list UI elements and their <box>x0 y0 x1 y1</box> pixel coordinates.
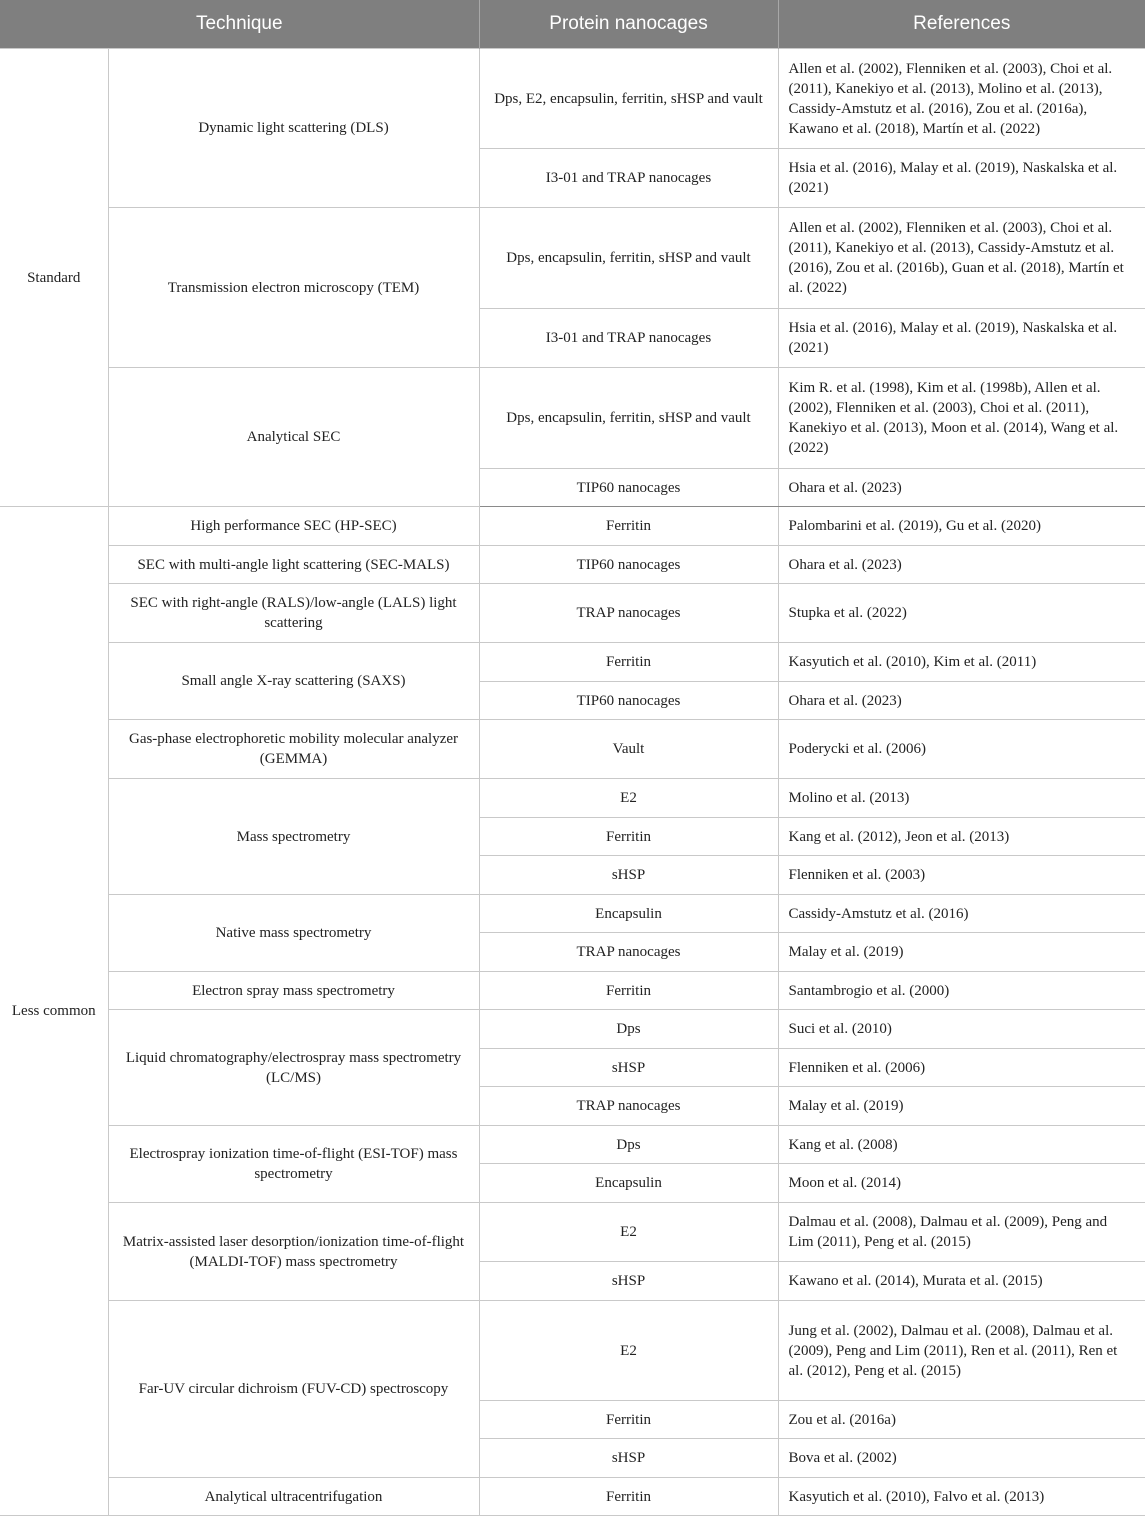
reference-cell: Malay et al. (2019) <box>778 933 1145 972</box>
reference-cell: Kang et al. (2012), Jeon et al. (2013) <box>778 818 1145 856</box>
nanocage-cell: sHSP <box>479 1439 778 1478</box>
reference-cell: Palombarini et al. (2019), Gu et al. (2020) <box>778 507 1145 546</box>
technique-cell: Transmission electron microscopy (TEM) <box>108 208 479 368</box>
nanocage-cell: TRAP nanocages <box>479 584 778 643</box>
table-row <box>0 49 1145 149</box>
nanocage-cell: I3-01 and TRAP nanocages <box>479 149 778 208</box>
technique-cell: Small angle X-ray scattering (SAXS) <box>108 643 479 720</box>
reference-cell: Dalmau et al. (2008), Dalmau et al. (2009), Peng and Lim (2011), Peng et al. (2015) <box>778 1203 1145 1262</box>
technique-cell: Matrix-assisted laser desorption/ionization time-of-flight (MALDI-TOF) mass spectrometry <box>108 1203 479 1301</box>
nanocage-cell: I3-01 and TRAP nanocages <box>479 309 778 368</box>
nanocage-cell: E2 <box>479 1301 778 1401</box>
reference-cell: Bova et al. (2002) <box>778 1439 1145 1478</box>
table-row <box>0 584 1145 643</box>
reference-cell: Kang et al. (2008) <box>778 1126 1145 1164</box>
reference-cell: Malay et al. (2019) <box>778 1087 1145 1126</box>
category-cell: Less common <box>0 507 108 1516</box>
technique-cell: Far-UV circular dichroism (FUV-CD) spectroscopy <box>108 1301 479 1478</box>
reference-cell: Kasyutich et al. (2010), Falvo et al. (2013) <box>778 1478 1145 1516</box>
nanocage-cell: Ferritin <box>479 1401 778 1439</box>
nanocage-cell: Dps, E2, encapsulin, ferritin, sHSP and vault <box>479 49 778 149</box>
reference-cell: Kim R. et al. (1998), Kim et al. (1998b), Allen et al. (2002), Flenniken et al. (2003), Choi et al. (2011), Kanekiyo et al. (2013), Moon et al. (2014), Wang et al. (2022) <box>778 368 1145 469</box>
reference-cell: Allen et al. (2002), Flenniken et al. (2003), Choi et al. (2011), Kanekiyo et al. (2013), Molino et al. (2013), Cassidy-Amstutz et al. (2016), Zou et al. (2016a), Kawano et al. (2018), Martín et al. (2022) <box>778 49 1145 149</box>
technique-cell: SEC with right-angle (RALS)/low-angle (LALS) light scattering <box>108 584 479 643</box>
nanocage-cell: Ferritin <box>479 643 778 682</box>
nanocage-cell: Dps, encapsulin, ferritin, sHSP and vault <box>479 368 778 469</box>
reference-cell: Molino et al. (2013) <box>778 779 1145 818</box>
reference-cell: Moon et al. (2014) <box>778 1164 1145 1203</box>
reference-cell: Stupka et al. (2022) <box>778 584 1145 643</box>
reference-cell: Kawano et al. (2014), Murata et al. (2015) <box>778 1262 1145 1301</box>
technique-cell: Native mass spectrometry <box>108 895 479 972</box>
header-references: References <box>778 0 1145 49</box>
nanocage-cell: Ferritin <box>479 1478 778 1516</box>
technique-cell: Electrospray ionization time-of-flight (ESI-TOF) mass spectrometry <box>108 1126 479 1203</box>
technique-cell: Electron spray mass spectrometry <box>108 972 479 1010</box>
technique-cell: Analytical SEC <box>108 368 479 507</box>
table-row <box>0 779 1145 818</box>
reference-cell: Cassidy-Amstutz et al. (2016) <box>778 895 1145 933</box>
reference-cell: Hsia et al. (2016), Malay et al. (2019), Naskalska et al. (2021) <box>778 309 1145 368</box>
table-row <box>0 208 1145 309</box>
technique-cell: Mass spectrometry <box>108 779 479 895</box>
technique-cell: Analytical ultracentrifugation <box>108 1478 479 1516</box>
nanocage-cell: E2 <box>479 1203 778 1262</box>
technique-cell: Liquid chromatography/electrospray mass spectrometry (LC/MS) <box>108 1010 479 1126</box>
table-row <box>0 1301 1145 1401</box>
technique-cell: SEC with multi-angle light scattering (SEC-MALS) <box>108 546 479 584</box>
nanocage-cell: Ferritin <box>479 972 778 1010</box>
nanocage-cell: Ferritin <box>479 818 778 856</box>
nanocage-cell: Dps <box>479 1126 778 1164</box>
technique-cell: High performance SEC (HP-SEC) <box>108 507 479 546</box>
nanocage-cell: TRAP nanocages <box>479 933 778 972</box>
reference-cell: Flenniken et al. (2006) <box>778 1049 1145 1087</box>
technique-cell: Dynamic light scattering (DLS) <box>108 49 479 208</box>
nanocage-cell: TIP60 nanocages <box>479 469 778 507</box>
nanocage-cell: Encapsulin <box>479 895 778 933</box>
nanocage-cell: TIP60 nanocages <box>479 546 778 584</box>
reference-cell: Zou et al. (2016a) <box>778 1401 1145 1439</box>
nanocage-cell: Ferritin <box>479 507 778 546</box>
reference-cell: Suci et al. (2010) <box>778 1010 1145 1049</box>
category-cell: Standard <box>0 49 108 507</box>
reference-cell: Jung et al. (2002), Dalmau et al. (2008), Dalmau et al. (2009), Peng and Lim (2011), Ren et al. (2011), Ren et al. (2012), Peng et al. (2015) <box>778 1301 1145 1401</box>
nanocage-cell: sHSP <box>479 1049 778 1087</box>
table-row <box>0 1010 1145 1049</box>
nanocage-cell: Dps, encapsulin, ferritin, sHSP and vault <box>479 208 778 309</box>
reference-cell: Poderycki et al. (2006) <box>778 720 1145 779</box>
header-technique: Technique <box>0 0 479 49</box>
reference-cell: Ohara et al. (2023) <box>778 682 1145 720</box>
reference-cell: Hsia et al. (2016), Malay et al. (2019), Naskalska et al. (2021) <box>778 149 1145 208</box>
nanocage-cell: TRAP nanocages <box>479 1087 778 1126</box>
nanocage-cell: sHSP <box>479 856 778 895</box>
reference-cell: Ohara et al. (2023) <box>778 469 1145 507</box>
table-row <box>0 507 1145 546</box>
reference-cell: Kasyutich et al. (2010), Kim et al. (2011) <box>778 643 1145 682</box>
nanocage-cell: TIP60 nanocages <box>479 682 778 720</box>
table-row <box>0 1126 1145 1164</box>
nanocage-cell: Encapsulin <box>479 1164 778 1203</box>
table-row <box>0 546 1145 584</box>
table-row <box>0 368 1145 469</box>
nanocage-cell: Vault <box>479 720 778 779</box>
header-protein-nanocages: Protein nanocages <box>479 0 778 49</box>
table-row <box>0 1478 1145 1516</box>
table-row <box>0 972 1145 1010</box>
header-row <box>0 0 1145 49</box>
table-row <box>0 895 1145 933</box>
reference-cell: Allen et al. (2002), Flenniken et al. (2003), Choi et al. (2011), Kanekiyo et al. (2013), Cassidy-Amstutz et al. (2016), Zou et al. (2016b), Guan et al. (2018), Martín et al. (2022) <box>778 208 1145 309</box>
reference-cell: Santambrogio et al. (2000) <box>778 972 1145 1010</box>
technique-cell: Gas-phase electrophoretic mobility molecular analyzer (GEMMA) <box>108 720 479 779</box>
table-row <box>0 1203 1145 1262</box>
nanocage-cell: Dps <box>479 1010 778 1049</box>
reference-cell: Ohara et al. (2023) <box>778 546 1145 584</box>
nanocage-cell: E2 <box>479 779 778 818</box>
nanocage-cell: sHSP <box>479 1262 778 1301</box>
table-row <box>0 720 1145 779</box>
table-row <box>0 643 1145 682</box>
reference-cell: Flenniken et al. (2003) <box>778 856 1145 895</box>
